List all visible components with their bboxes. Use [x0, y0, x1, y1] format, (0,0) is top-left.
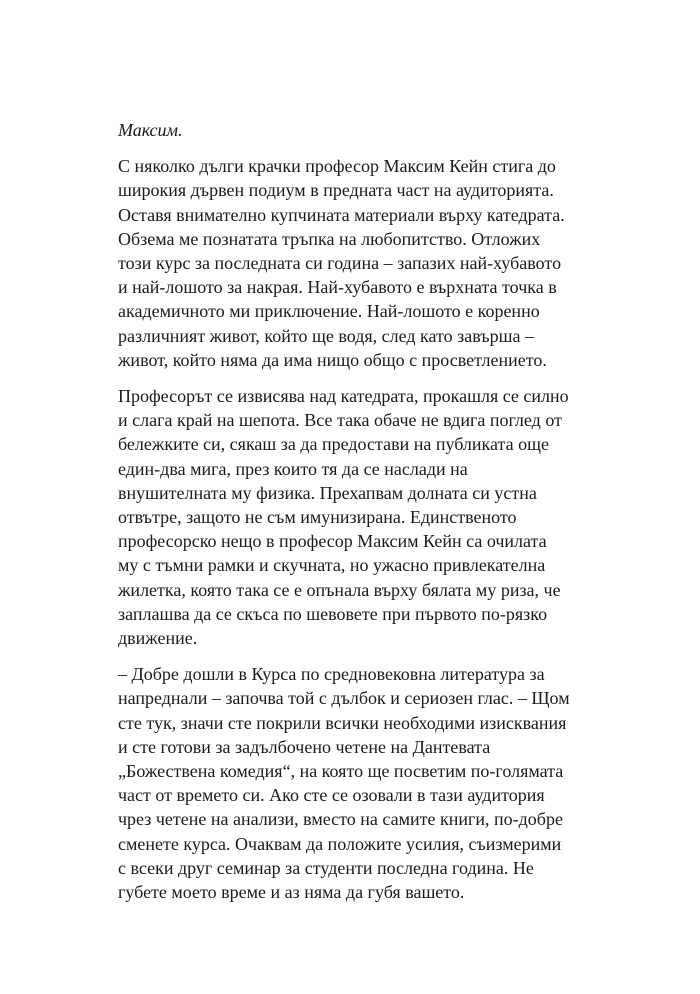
paragraph-2: [118, 384, 598, 650]
text-line: движение.: [118, 628, 198, 649]
text-line: и слага край на шепота. Все така обаче не вдига поглед от: [118, 410, 562, 431]
text-line: заплашва да се скъса по шевовете при първото по-рязко: [118, 603, 548, 624]
paragraph-1: [118, 154, 598, 372]
text-line: и най-лошото за накрая. Най-хубавото е върхната точка в: [118, 277, 557, 298]
text-line: широкия дървен подиум в предната част на аудиторията.: [118, 180, 554, 201]
text-line: академичното ми приключение. Най-лошото е коренно: [118, 301, 540, 322]
text-line: един-два мига, през които тя да се наслади на: [118, 458, 468, 479]
text-line: Оставя внимателно купчината материали върху катедрата.: [118, 204, 565, 225]
text-line: и сте готови за задълбочено четене на Дантевата: [118, 736, 491, 757]
text-line: сменете курса. Очаквам да положите усилия, съизмерими: [118, 833, 562, 854]
text-line: внушителната му физика. Прехапвам долната си устна: [118, 482, 537, 503]
document-page: [118, 118, 598, 916]
text-line: част от времето си. Ако сте се озовали в тази аудитория: [118, 785, 545, 806]
text-line: бележките си, сякаш за да предостави на публиката още: [118, 434, 549, 455]
text-line: живот, който няма да има нищо общо с просветлението.: [118, 349, 547, 370]
text-line: отвътре, защото не съм имунизирана. Единственото: [118, 507, 517, 528]
text-line: губете моето време и аз няма да губя вашето.: [118, 882, 465, 903]
text-line: този курс за последната си година – запазих най-хубавото: [118, 253, 562, 274]
text-line: жилетка, която така се е опънала върху бялата му риза, че: [118, 579, 561, 600]
text-line: професорско нещо в професор Максим Кейн са очилата: [118, 531, 547, 552]
chapter-heading: Максим.: [118, 120, 183, 140]
text-line: напреднали – започва той с дълбок и сериозен глас. – Щом: [118, 688, 570, 709]
text-line: с всеки друг семинар за студенти последна година. Не: [118, 857, 534, 878]
text-line: сте тук, значи сте покрили всички необходими изисквания: [118, 712, 567, 733]
text-line: чрез четене на анализи, вместо на самите книги, по-добре: [118, 809, 563, 830]
text-line: му с тъмни рамки и скучната, но ужасно привлекателна: [118, 555, 546, 576]
text-line: Професорът се извисява над катедрата, прокашля се силно: [118, 386, 569, 407]
text-line: С няколко дълги крачки професор Максим Кейн стига до: [118, 156, 556, 177]
text-line: Обзема ме познатата тръпка на любопитство. Отложих: [118, 228, 541, 249]
paragraph-3: [118, 662, 598, 904]
text-line: различният живот, който ще водя, след като завърша –: [118, 325, 534, 346]
text-line: – Добре дошли в Курса по средновековна литература за: [118, 664, 545, 685]
text-line: „Божествена комедия“, на която ще посветим по-голямата: [118, 761, 564, 782]
